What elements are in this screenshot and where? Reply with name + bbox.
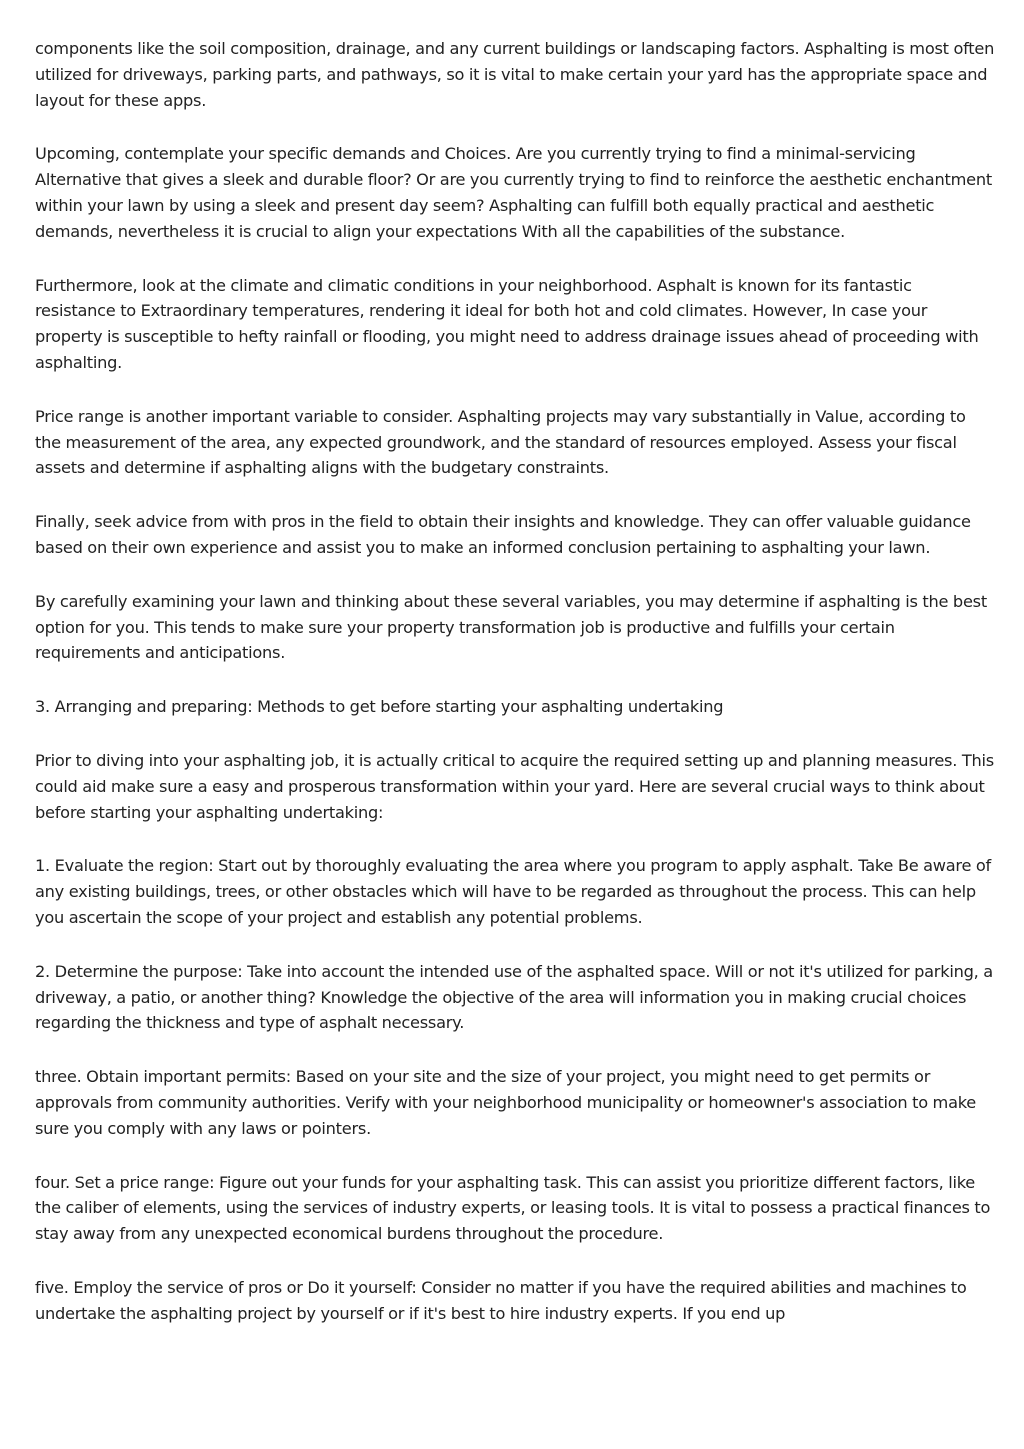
section-heading-arranging-preparing: 3. Arranging and preparing: Methods to get before starting your asphalting undertaking [35, 697, 724, 717]
list-item-employ-pros: five. Employ the service of pros or Do it yourself: Consider no matter if you have the required abilities and machines to undertake the asphalting project by yourself or if it's best to hire industry experts. If you end up [35, 1277, 967, 1323]
list-item-obtain-permits: three. Obtain important permits: Based on your site and the size of your project, you might need to get permits or approvals from community authorities. Verify with your neighborhood municipality or homeowner's association to make sure you comply with any laws or pointers. [35, 1067, 976, 1138]
list-item-evaluate-region: 1. Evaluate the region: Start out by thoroughly evaluating the area where you program to apply asphalt. Take Be aware of any existing buildings, trees, or other obstacles which will have to be regarded as throughout the process. This can help you ascertain the scope of your project and establish any potential problems. [35, 856, 991, 927]
list-item-price-range: four. Set a price range: Figure out your funds for your asphalting task. This can assist you prioritize different factors, like the caliber of elements, using the services of industry experts, or leasing tools. It is vital to possess a practical finances to stay away from any unexpected economical burdens throughout the procedure. [35, 1172, 991, 1244]
paragraph-climate: Furthermore, look at the climate and climatic conditions in your neighborhood. Asphalt is known for its fantastic resistance to Extraordinary temperatures, rendering it ideal for both hot and cold climates. However, In case your property is susceptible to hefty rainfall or flooding, you might need to address drainage issues ahead of proceeding with asphalting. [35, 275, 979, 372]
list-item-determine-purpose: 2. Determine the purpose: Take into account the intended use of the asphalted space. Will or not it's utilized for parking, a driveway, a patio, or another thing? Knowledge the objective of the area will information you in making crucial choices regarding the thickness and type of asphalt necessary. [35, 961, 993, 1033]
paragraph-site-components: components like the soil composition, drainage, and any current buildings or landscaping factors. Asphalting is most often utilized for driveways, parking parts, and pathways, so it is vital to make certain your yard has the appropriate space and layout for these apps. [35, 39, 995, 110]
paragraph-prior-to-diving: Prior to diving into your asphalting job, it is actually critical to acquire the required setting up and planning measures. This could aid make sure a easy and prosperous transformation within your yard. Here are several crucial ways to think about before starting your asphalting undertaking: [35, 750, 994, 822]
paragraph-conclusion: By carefully examining your lawn and thinking about these several variables, you may determine if asphalting is the best option for you. This tends to make sure your property transformation job is productive and fulfills your certain requirements and anticipations. [35, 591, 987, 663]
paragraph-demands-choices: Upcoming, contemplate your specific demands and Choices. Are you currently trying to find a minimal-servicing Alternative that gives a sleek and durable floor? Or are you currently trying to find to reinforce the aesthetic enchantment within your lawn by using a sleek and present day seem? Asphalting can fulfill both equally practical and aesthetic demands, nevertheless it is crucial to align your expectations With all the capabilities of the substance. [35, 144, 992, 241]
paragraph-seek-advice: Finally, seek advice from with pros in the field to obtain their insights and knowledge. They can offer valuable guidance based on their own experience and assist you to make an informed conclusion pertaining to asphalting your lawn. [35, 512, 971, 557]
document-page [35, 36, 995, 1354]
paragraph-price-range: Price range is another important variable to consider. Asphalting projects may vary substantially in Value, according to the measurement of the area, any expected groundwork, and the standard of resources employed. Assess your fiscal assets and determine if asphalting aligns with the budgetary constraints. [35, 406, 966, 478]
